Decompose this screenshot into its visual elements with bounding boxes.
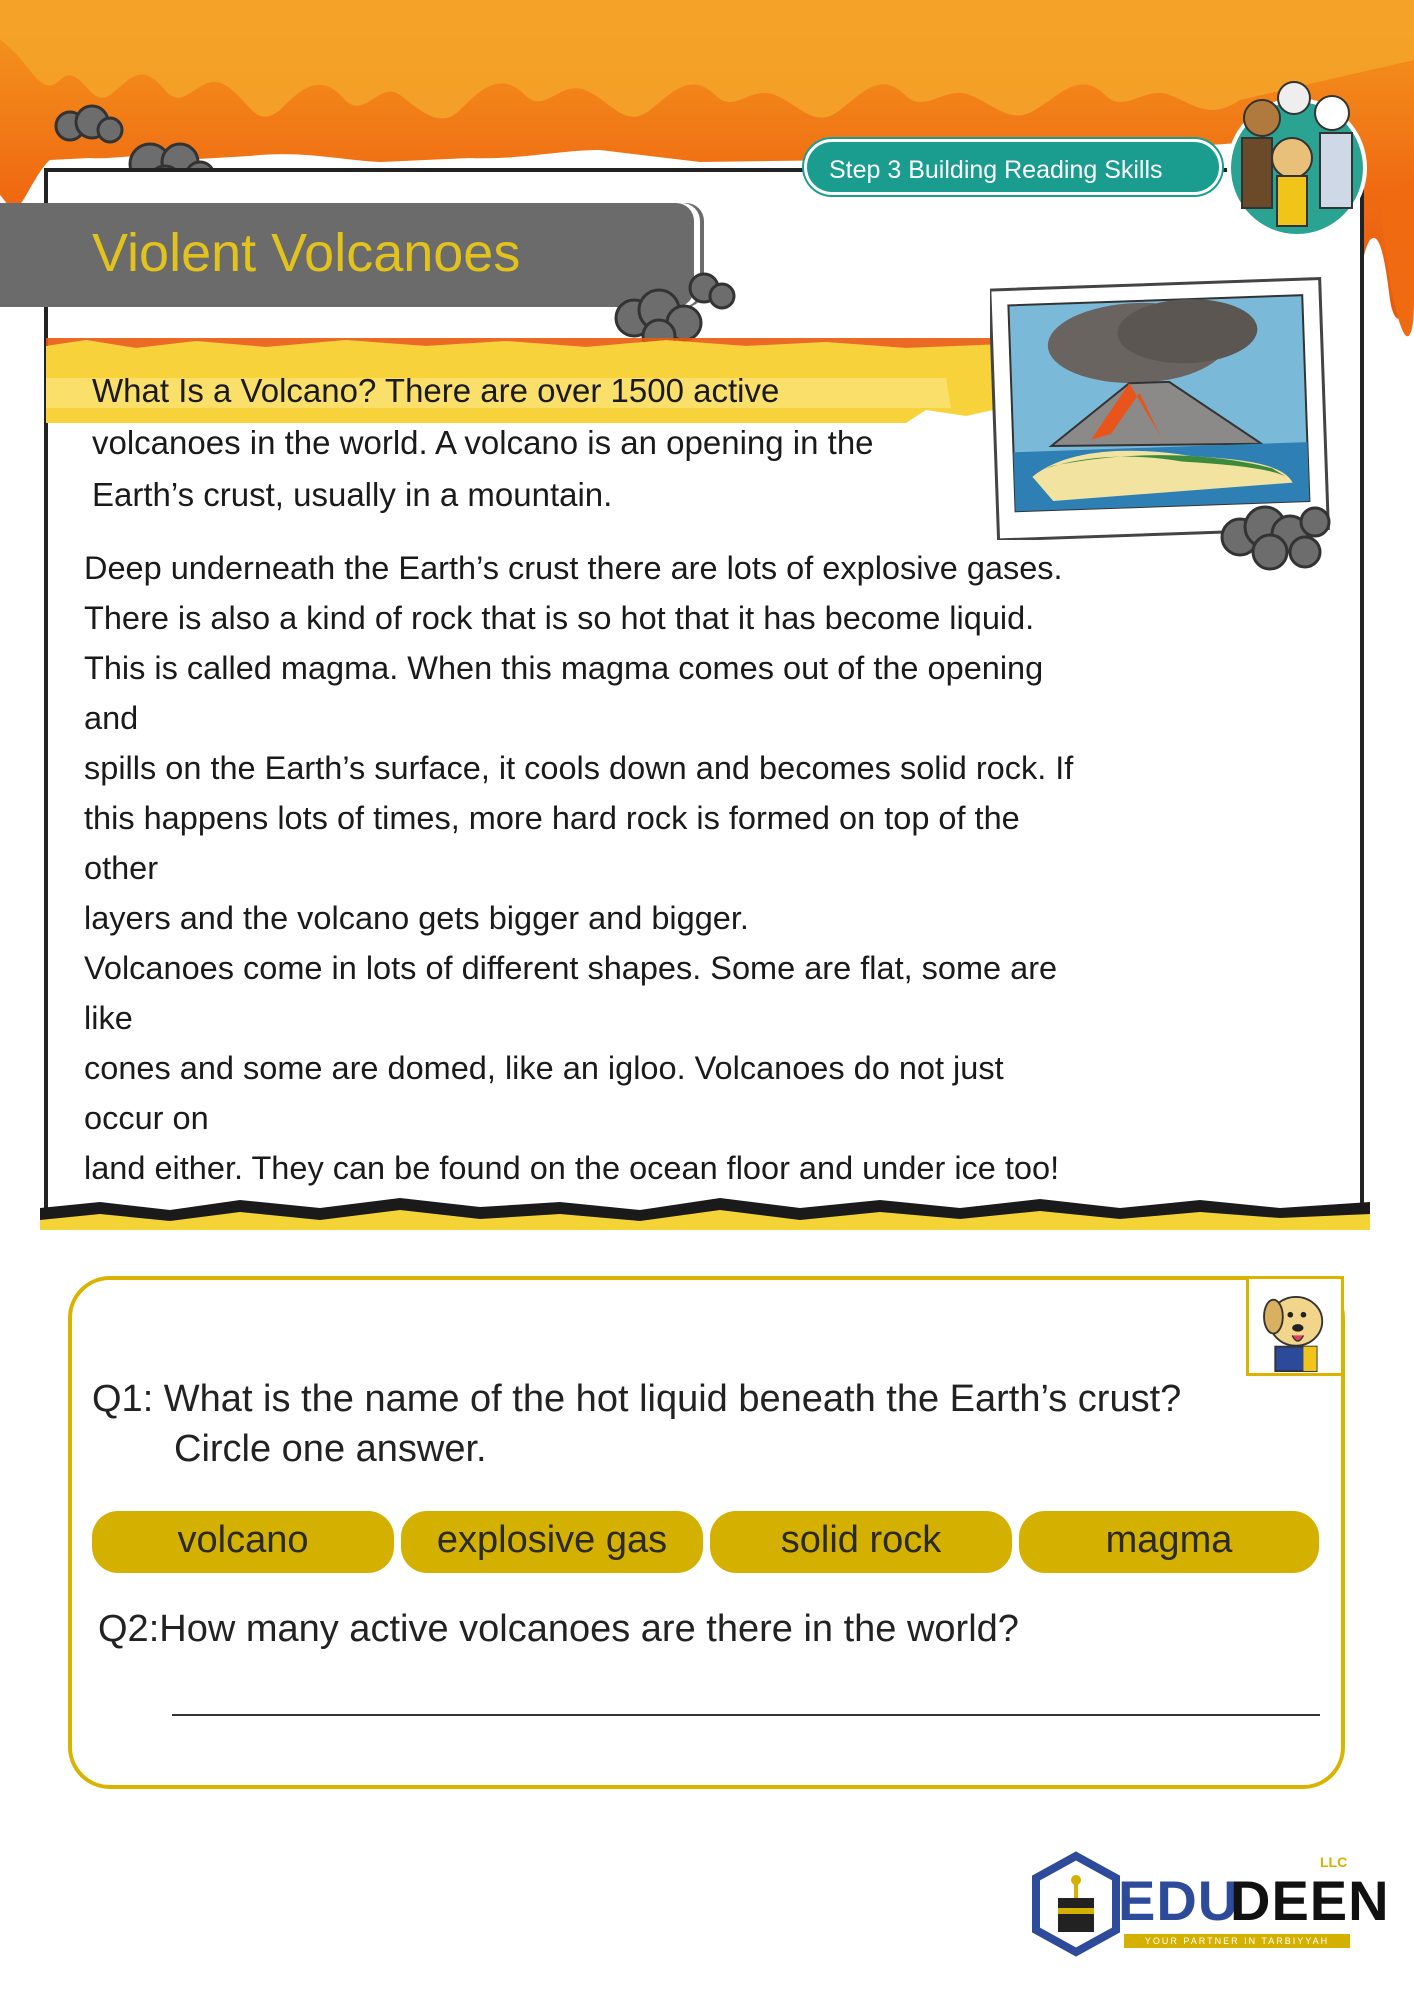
body-line-13: land either. They can be found on the ocean floor and under ice too! bbox=[84, 1150, 1060, 1186]
body-line-8: layers and the volcano gets bigger and bigger. bbox=[84, 900, 749, 936]
answer-option-magma[interactable]: magma bbox=[1019, 1511, 1319, 1573]
body-line-11: cones and some are domed, like an igloo. Volcanoes do not just bbox=[84, 1050, 1004, 1086]
question-1-instruction: Circle one answer. bbox=[174, 1428, 487, 1470]
body-line-10: like bbox=[84, 1000, 133, 1036]
body-line-2: There is also a kind of rock that is so hot that it has become liquid. bbox=[84, 600, 1035, 636]
step-badge: Step 3 Building Reading Skills bbox=[804, 139, 1222, 195]
answer-option-volcano[interactable]: volcano bbox=[92, 1511, 394, 1573]
logo-text-deen: DEEN bbox=[1230, 1869, 1390, 1932]
dog-mascot-icon bbox=[1246, 1276, 1344, 1376]
intro-line-2: volcanoes in the world. A volcano is an opening in the bbox=[92, 424, 874, 461]
intro-line-3: Earth’s crust, usually in a mountain. bbox=[92, 476, 613, 513]
body-line-3: This is called magma. When this magma comes out of the opening bbox=[84, 650, 1044, 686]
characters-illustration bbox=[1222, 58, 1372, 238]
body-line-5: spills on the Earth’s surface, it cools down and becomes solid rock. If bbox=[84, 750, 1074, 786]
question-1-text: Q1: What is the name of the hot liquid beneath the Earth’s crust? bbox=[92, 1378, 1182, 1420]
edudeen-logo bbox=[1028, 1850, 1390, 1960]
torn-edge-decoration bbox=[40, 1188, 1370, 1238]
logo-text-edu: EDU bbox=[1118, 1869, 1240, 1932]
intro-line-1: What Is a Volcano? There are over 1500 active bbox=[92, 372, 780, 409]
body-line-1: Deep underneath the Earth’s crust there are lots of explosive gases. bbox=[84, 550, 1063, 586]
body-line-6: this happens lots of times, more hard rock is formed on top of the bbox=[84, 800, 1020, 836]
answer-option-explosive-gas[interactable]: explosive gas bbox=[401, 1511, 703, 1573]
answer-line[interactable] bbox=[172, 1714, 1320, 1716]
page-title: Violent Volcanoes bbox=[92, 223, 521, 283]
body-line-4: and bbox=[84, 700, 139, 736]
body-line-7: other bbox=[84, 850, 159, 886]
answer-option-solid-rock[interactable]: solid rock bbox=[710, 1511, 1012, 1573]
body-line-9: Volcanoes come in lots of different shapes. Some are flat, some are bbox=[84, 950, 1058, 986]
smoke-cloud-icon bbox=[1200, 492, 1350, 582]
logo-tagline: YOUR PARTNER IN TARBIYYAH bbox=[1124, 1934, 1350, 1948]
logo-llc: LLC bbox=[1320, 1854, 1348, 1870]
logo-hexagon-icon bbox=[1028, 1850, 1124, 1960]
question-2-text: Q2:How many active volcanoes are there in the world? bbox=[98, 1608, 1019, 1650]
body-line-12: occur on bbox=[84, 1100, 209, 1136]
